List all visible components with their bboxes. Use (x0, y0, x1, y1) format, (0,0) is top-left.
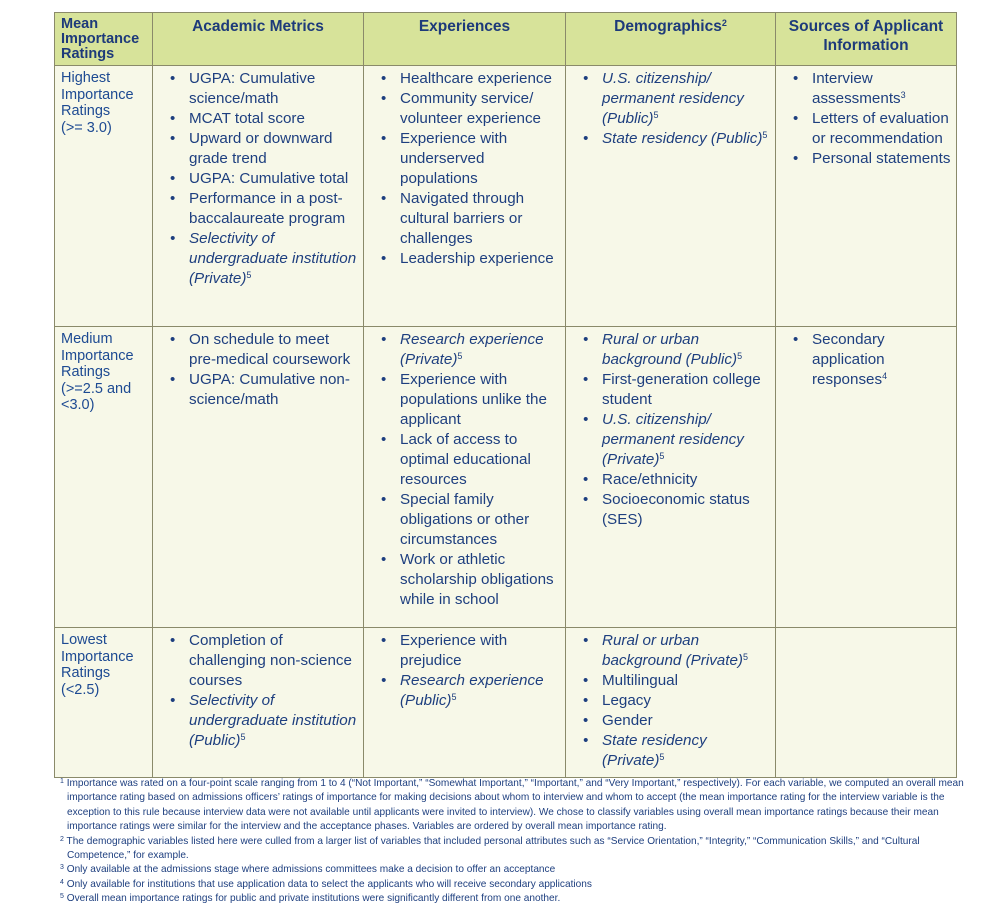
academic-cell-medium (153, 327, 364, 628)
rating-label: Medium Importance Ratings (61, 331, 134, 380)
list-item-text: Upward or downward grade trend (189, 130, 333, 167)
academic-list-highest (159, 69, 359, 289)
rating-range: (>=2.5 and <3.0) (61, 380, 132, 413)
footnote-2 (60, 835, 965, 864)
footnote-mark: 3 (60, 864, 64, 872)
list-item (189, 129, 359, 169)
header-demographics (566, 13, 776, 66)
header-row (55, 13, 957, 66)
list-item-text: Research experience (Public) (400, 672, 544, 709)
footnote-mark: 4 (60, 878, 64, 886)
list-item-text: Multilingual (602, 672, 678, 689)
list-item-text: MCAT total score (189, 110, 305, 127)
rating-range: (<2.5) (61, 681, 100, 698)
list-item-text: Navigated through cultural barriers or challenges (400, 190, 525, 247)
list-item-text: State residency (Private) (602, 732, 707, 769)
list-item (400, 631, 561, 671)
footnote-3 (60, 863, 965, 877)
footnote-mark: 5 (762, 130, 768, 140)
rating-range: (>= 3.0) (61, 119, 112, 136)
demographics-cell-lowest (566, 628, 776, 778)
importance-ratings-table (54, 12, 957, 778)
academic-cell-lowest (153, 628, 364, 778)
list-item-text: Experience with prejudice (400, 632, 508, 669)
rating-label: Lowest Importance Ratings (61, 632, 134, 681)
footnote-mark: 5 (742, 652, 748, 662)
list-item (602, 330, 771, 370)
footnote-text: Only available at the admissions stage where admissions committees make a decision to offer an acceptance (66, 864, 556, 876)
list-item (602, 711, 771, 731)
list-item (812, 69, 952, 109)
list-item-text: State residency (Public) (602, 130, 763, 147)
academic-list-medium (159, 330, 359, 410)
list-item-text: Performance in a post-baccalaureate program (189, 190, 346, 227)
list-item-text: Socioeconomic status (SES) (602, 491, 750, 528)
list-item (189, 229, 359, 289)
rating-cell-medium (55, 327, 153, 628)
list-item (189, 109, 359, 129)
list-item (602, 410, 771, 470)
experiences-cell-highest (364, 66, 566, 327)
list-item-text: Selectivity of undergraduate institution (Private) (189, 230, 357, 287)
footnote-mark: 1 (60, 778, 64, 785)
list-item-text: First-generation college student (602, 371, 761, 408)
row-medium-importance (55, 327, 957, 628)
row-highest-importance (55, 66, 957, 327)
footnote-text: Overall mean importance ratings for public and private institutions were significantly different from one another. (66, 893, 561, 905)
list-item-text: U.S. citizenship/ permanent residency (Public) (602, 70, 744, 127)
list-item-text: Healthcare experience (400, 70, 552, 87)
list-item (602, 470, 771, 490)
experiences-list-lowest (370, 631, 561, 711)
list-item (400, 129, 561, 189)
footnote-1 (60, 777, 965, 835)
list-item-text: Work or athletic scholarship obligations while in school (400, 551, 554, 608)
list-item-text: Community service/ volunteer experience (400, 90, 541, 127)
list-item-text: Secondary application responses (812, 331, 885, 388)
sources-list-highest (782, 69, 952, 169)
footnote-4 (60, 878, 965, 892)
list-item (812, 330, 952, 390)
list-item (812, 109, 952, 149)
academic-list-lowest (159, 631, 359, 751)
header-mean-importance-ratings: Mean Importance Ratings (55, 13, 153, 66)
list-item (400, 550, 561, 610)
demographics-list-medium (572, 330, 771, 530)
demographics-cell-medium (566, 327, 776, 628)
list-item (812, 149, 952, 169)
list-item (189, 69, 359, 109)
list-item (400, 69, 561, 89)
header-demographics-footnote-mark: 2 (721, 18, 727, 28)
footnote-mark: 5 (60, 893, 64, 901)
list-item-text: Experience with populations unlike the applicant (400, 371, 547, 428)
header-experiences: Experiences (364, 13, 566, 66)
footnote-mark: 5 (457, 351, 463, 361)
list-item (400, 89, 561, 129)
header-demographics-label: Demographics (614, 18, 722, 35)
rating-cell-highest (55, 66, 153, 327)
list-item-text: Race/ethnicity (602, 471, 698, 488)
list-item-text: U.S. citizenship/ permanent residency (Private) (602, 411, 744, 468)
demographics-list-highest (572, 69, 771, 149)
list-item (602, 69, 771, 129)
list-item-text: UGPA: Cumulative non-science/math (189, 371, 350, 408)
list-item (400, 430, 561, 490)
list-item (400, 189, 561, 249)
list-item (189, 631, 359, 691)
footnote-mark: 5 (240, 732, 246, 742)
list-item-text: Lack of access to optimal educational resources (400, 431, 531, 488)
list-item (189, 330, 359, 370)
row-lowest-importance (55, 628, 957, 778)
sources-cell-medium (776, 327, 957, 628)
experiences-list-medium (370, 330, 561, 610)
list-item (602, 731, 771, 771)
list-item (602, 671, 771, 691)
list-item-text: Legacy (602, 692, 651, 709)
experiences-cell-medium (364, 327, 566, 628)
list-item-text: Completion of challenging non-science courses (189, 632, 352, 689)
list-item-text: Selectivity of undergraduate institution (Public) (189, 692, 357, 749)
footnote-mark: 5 (653, 110, 659, 120)
sources-cell-highest (776, 66, 957, 327)
list-item (602, 631, 771, 671)
list-item (400, 330, 561, 370)
list-item (189, 169, 359, 189)
list-item (602, 129, 771, 149)
list-item (602, 691, 771, 711)
list-item-text: Personal statements (812, 150, 951, 167)
rating-label: Highest Importance Ratings (61, 70, 134, 119)
list-item-text: Gender (602, 712, 653, 729)
footnote-text: Only available for institutions that use application data to select the applicants who will receive secondary applications (66, 878, 592, 890)
list-item-text: Research experience (Private) (400, 331, 544, 368)
footnote-mark: 5 (246, 270, 252, 280)
list-item-text: Rural or urban background (Private) (602, 632, 743, 669)
list-item (400, 490, 561, 550)
sources-list-medium (782, 330, 952, 390)
list-item (400, 370, 561, 430)
list-item (189, 189, 359, 229)
header-sources-of-applicant-information: Sources of Applicant Information (776, 13, 957, 66)
list-item (400, 671, 561, 711)
list-item-text: UGPA: Cumulative science/math (189, 70, 316, 107)
footnote-5 (60, 892, 965, 906)
footnote-mark: 5 (737, 351, 743, 361)
footnote-mark: 5 (659, 752, 665, 762)
list-item-text: Experience with underserved populations (400, 130, 508, 187)
rating-cell-lowest (55, 628, 153, 778)
footnote-mark: 3 (900, 90, 906, 100)
list-item-text: Leadership experience (400, 250, 554, 267)
list-item (602, 490, 771, 530)
sources-cell-lowest (776, 628, 957, 778)
footnote-mark: 4 (882, 371, 888, 381)
list-item-text: Rural or urban background (Public) (602, 331, 738, 368)
footnote-mark: 5 (659, 451, 665, 461)
experiences-cell-lowest (364, 628, 566, 778)
list-item (189, 691, 359, 751)
footnote-mark: 5 (451, 692, 457, 702)
list-item (602, 370, 771, 410)
footnotes (60, 777, 965, 907)
footnote-mark: 2 (60, 835, 64, 843)
header-academic-metrics: Academic Metrics (153, 13, 364, 66)
demographics-cell-highest (566, 66, 776, 327)
demographics-list-lowest (572, 631, 771, 771)
footnote-text: Importance was rated on a four-point scale ranging from 1 to 4 (“Not Important,” “Somewhat Important,” “Important,” and “Very Important,” respectively). For each variable, we computed an overall mean importance rating based on admissions officers’ ratings of importance for making decisions about whom to interview and whom to accept (the mean importance rating for the interview variable is the exception to this rule because interview data were not available until applicants were invited to interview). We chose to classify variables using overall mean importance ratings because their mean importance ratings were similar for the interview and the acceptance phases. Variables are ordered by overall mean importance rating. (66, 778, 964, 833)
list-item (189, 370, 359, 410)
academic-cell-highest (153, 66, 364, 327)
list-item-text: Interview assessments (812, 70, 901, 107)
list-item (400, 249, 561, 269)
list-item-text: On schedule to meet pre-medical coursework (189, 331, 351, 368)
experiences-list-highest (370, 69, 561, 269)
list-item-text: UGPA: Cumulative total (189, 170, 349, 187)
list-item-text: Letters of evaluation or recommendation (812, 110, 949, 147)
list-item-text: Special family obligations or other circumstances (400, 491, 530, 548)
footnote-text: The demographic variables listed here were culled from a larger list of variables that included personal attributes such as “Service Orientation,” “Integrity,” “Communication Skills,” and “Cultural Competence,” for example. (66, 835, 920, 862)
